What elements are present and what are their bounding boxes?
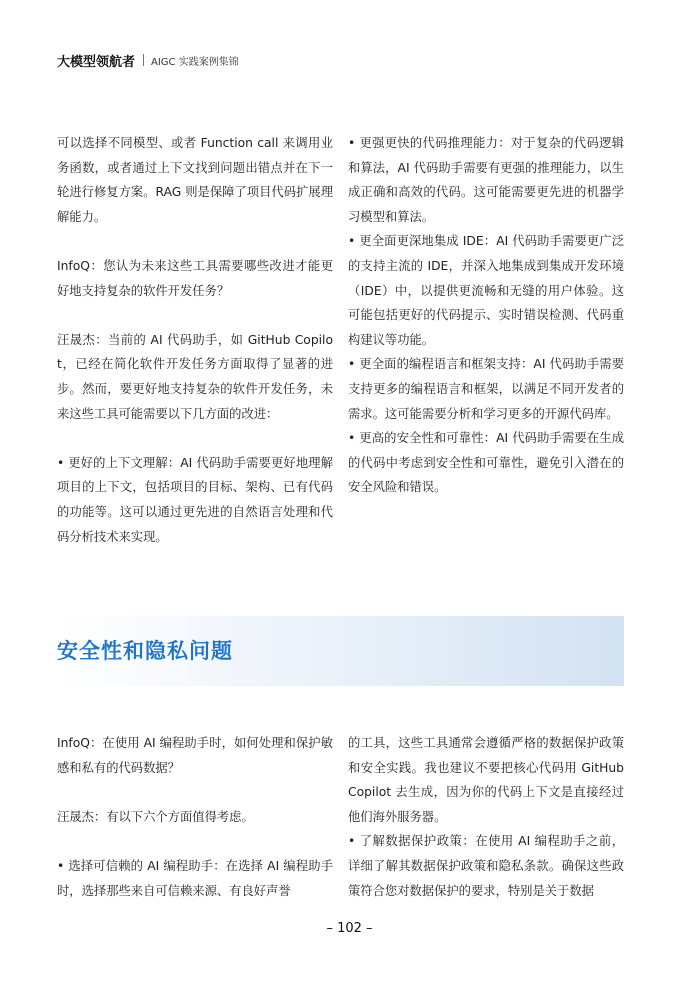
section-title: 安全性和隐私问题 <box>57 639 233 663</box>
bullet-item: • 更好的上下文理解：AI 代码助手需要更好地理解项目的上下文，包括项目的目标、架构、已有代码的功能等。这可以通过更先进的自然语言处理和代码分析技术来实现。 <box>57 455 333 544</box>
bullet-item: • 更高的安全性和可靠性：AI 代码助手需要在生成的代码中考虑到安全性和可靠性，避免引入潜在的安全风险和错误。 <box>348 431 624 495</box>
upper-right-column <box>348 131 624 500</box>
lower-left-column <box>57 731 333 903</box>
upper-left-column <box>57 131 333 549</box>
bullet-item: • 更全面的编程语言和框架支持：AI 代码助手需要支持更多的编程语言和框架，以满足不同开发者的需求。这可能需要分析和学习更多的开源代码库。 <box>348 357 624 421</box>
bullet-item: • 更强更快的代码推理能力：对于复杂的代码逻辑和算法，AI 代码助手需要有更强的推理能力，以生成正确和高效的代码。这可能需要更先进的机器学习模型和算法。 <box>348 136 624 224</box>
question-paragraph: InfoQ：在使用 AI 编程助手时，如何处理和保护敏感和私有的代码数据？ <box>57 736 333 775</box>
header-divider <box>143 54 144 66</box>
section-banner <box>57 616 624 686</box>
question-paragraph: InfoQ：您认为未来这些工具需要哪些改进才能更好地支持复杂的软件开发任务？ <box>57 258 333 298</box>
answer-paragraph: 汪晟杰：有以下六个方面值得考虑。 <box>57 809 254 824</box>
paragraph: 可以选择不同模型、或者 Function call 来调用业务函数，或者通过上下文找到问题出错点并在下一轮进行修复方案。RAG 则是保障了项目代码扩展理解能力。 <box>57 136 333 224</box>
page-number: – 102 – <box>326 921 373 936</box>
publication-subtitle: AIGC 实践案例集锦 <box>151 56 239 68</box>
bullet-item: • 了解数据保护政策：在使用 AI 编程助手之前，详细了解其数据保护政策和隐私条款。确保这些政策符合您对数据保护的要求，特别是关于数据 <box>348 834 624 898</box>
running-header <box>57 50 239 70</box>
paragraph: 的工具，这些工具通常会遵循严格的数据保护政策和安全实践。我也建议不要把核心代码用 GitHub Copilot 去生成，因为你的代码上下文是直接经过他们海外服务器。 <box>348 736 624 824</box>
lower-right-column <box>348 731 624 903</box>
bullet-item: • 选择可信赖的 AI 编程助手：在选择 AI 编程助手时，选择那些来自可信赖来源、有良好声誉 <box>57 858 333 898</box>
publication-title: 大模型领航者 <box>57 54 136 70</box>
answer-paragraph: 汪晟杰：当前的 AI 代码助手，如 GitHub Copilot，已经在简化软件开发任务方面取得了显著的进步。然而，要更好地支持复杂的软件开发任务，未来这些工具可能需要以下几方面的改进： <box>57 332 333 421</box>
bullet-item: • 更全面更深地集成 IDE：AI 代码助手需要更广泛的支持主流的 IDE，并深入地集成到集成开发环境（IDE）中，以提供更流畅和无缝的用户体验。这可能包括更好的代码提示、实时错误检测、代码重构建议等功能。 <box>348 234 624 347</box>
